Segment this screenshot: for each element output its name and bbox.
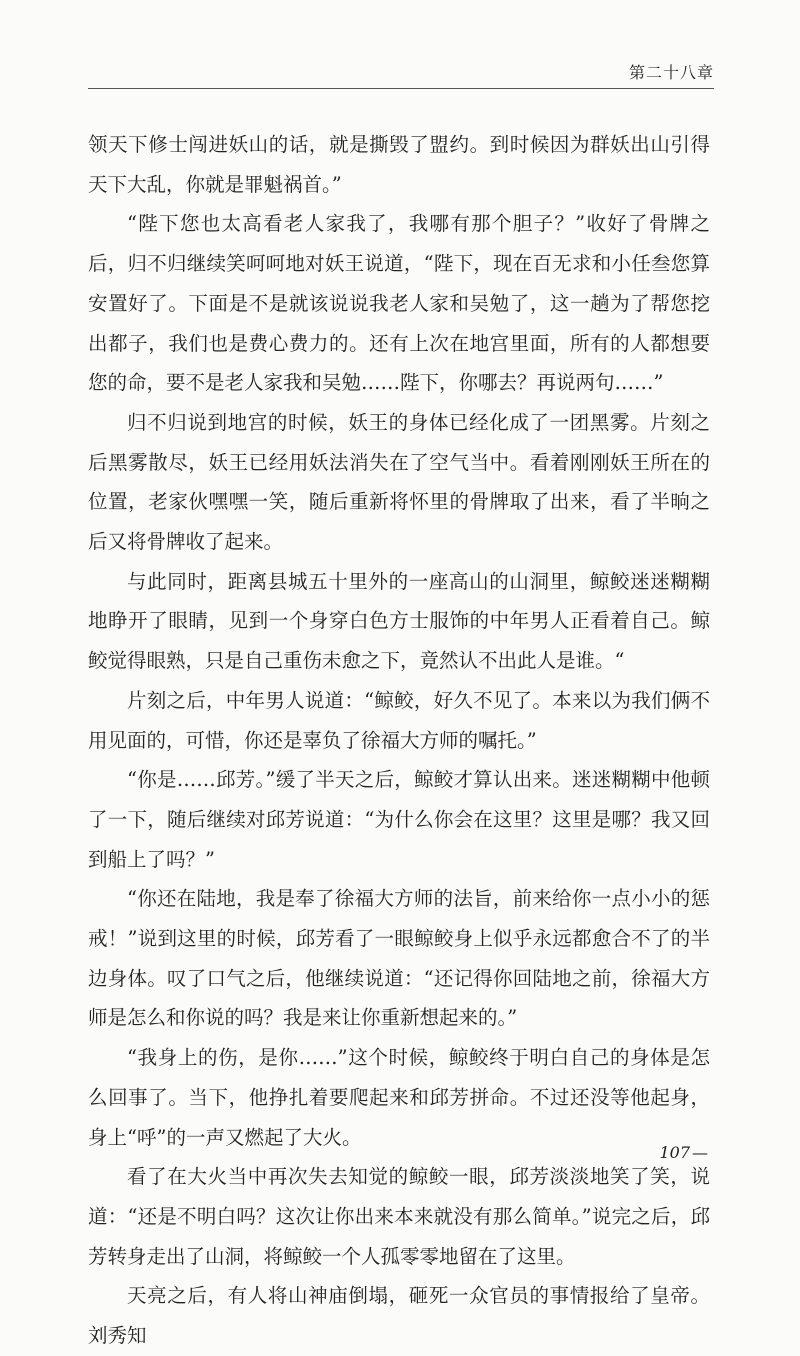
paragraph: “陛下您也太高看老人家我了，我哪有那个胆子？”收好了骨牌之后，归不归继续笑呵呵地对妖王说道，“陛下，现在百无求和小任叁您算安置好了。下面是不是就该说说我老人家和吴勉了，这一趟为了帮您挖出都子，我们也是费心费力的。还有上次在地宫里面，所有的人都想要您的命，要不是老人家我和吴勉……陛下，你哪去？再说两句……” [88, 212, 710, 395]
chapter-running-head: 第二十八章 [628, 63, 714, 82]
paragraph: 看了在大火当中再次失去知觉的鲸鲛一眼，邱芳淡淡地笑了笑，说道：“还是不明白吗？这次让你出来本来就没有那么简单。”说完之后，邱芳转身走出了山洞，将鲸鲛一个人孤零零地留在了这里。 [88, 1165, 710, 1268]
page-number-value: 107 [659, 1143, 690, 1162]
header-rule [88, 88, 714, 89]
paragraph: 与此同时，距离县城五十里外的一座高山的山洞里，鲸鲛迷迷糊糊地睁开了眼睛，见到一个身穿白色方士服饰的中年男人正看着自己。鲸鲛觉得眼熟，只是自己重伤未愈之下，竟然认不出此人是谁。“ [88, 569, 710, 673]
paragraph: 天亮之后，有人将山神庙倒塌，砸死一众官员的事情报给了皇帝。刘秀知 [88, 1284, 710, 1348]
page-number-dash: — [692, 1143, 708, 1162]
page-number [659, 1143, 708, 1162]
paragraph: 归不归说到地宫的时候，妖王的身体已经化成了一团黑雾。片刻之后黑雾散尽，妖王已经用妖法消失在了空气当中。看着刚刚妖王所在的位置，老家伙嘿嘿一笑，随后重新将怀里的骨牌取了出来，看了半晌之后又将骨牌收了起来。 [88, 410, 710, 554]
body-text [88, 125, 710, 1356]
paragraph: “我身上的伤，是你……”这个时候，鲸鲛终于明白自己的身体是怎么回事了。当下，他挣扎着要爬起来和邱芳拼命。不过还没等他起身，身上“呼”的一声又燃起了大火。 [88, 1046, 710, 1149]
paragraph: 领天下修士闯进妖山的话，就是撕毁了盟约。到时候因为群妖出山引得天下大乱，你就是罪魁祸首。” [88, 133, 710, 196]
paragraph: “你还在陆地，我是奉了徐福大方师的法旨，前来给你一点小小的惩戒！”说到这里的时候，邱芳看了一眼鲸鲛身上似乎永远都愈合不了的半边身体。叹了口气之后，他继续说道：“还记得你回陆地之前，徐福大方师是怎么和你说的吗？我是来让你重新想起来的。” [88, 887, 710, 1030]
paragraph: “你是……邱芳。”缓了半天之后，鲸鲛才算认出来。迷迷糊糊中他顿了一下，随后继续对邱芳说道：“为什么你会在这里？这里是哪？我又回到船上了吗？” [88, 768, 710, 871]
paragraph: 片刻之后，中年男人说道：“鲸鲛，好久不见了。本来以为我们俩不用见面的，可惜，你还是辜负了徐福大方师的嘱托。” [88, 688, 710, 752]
